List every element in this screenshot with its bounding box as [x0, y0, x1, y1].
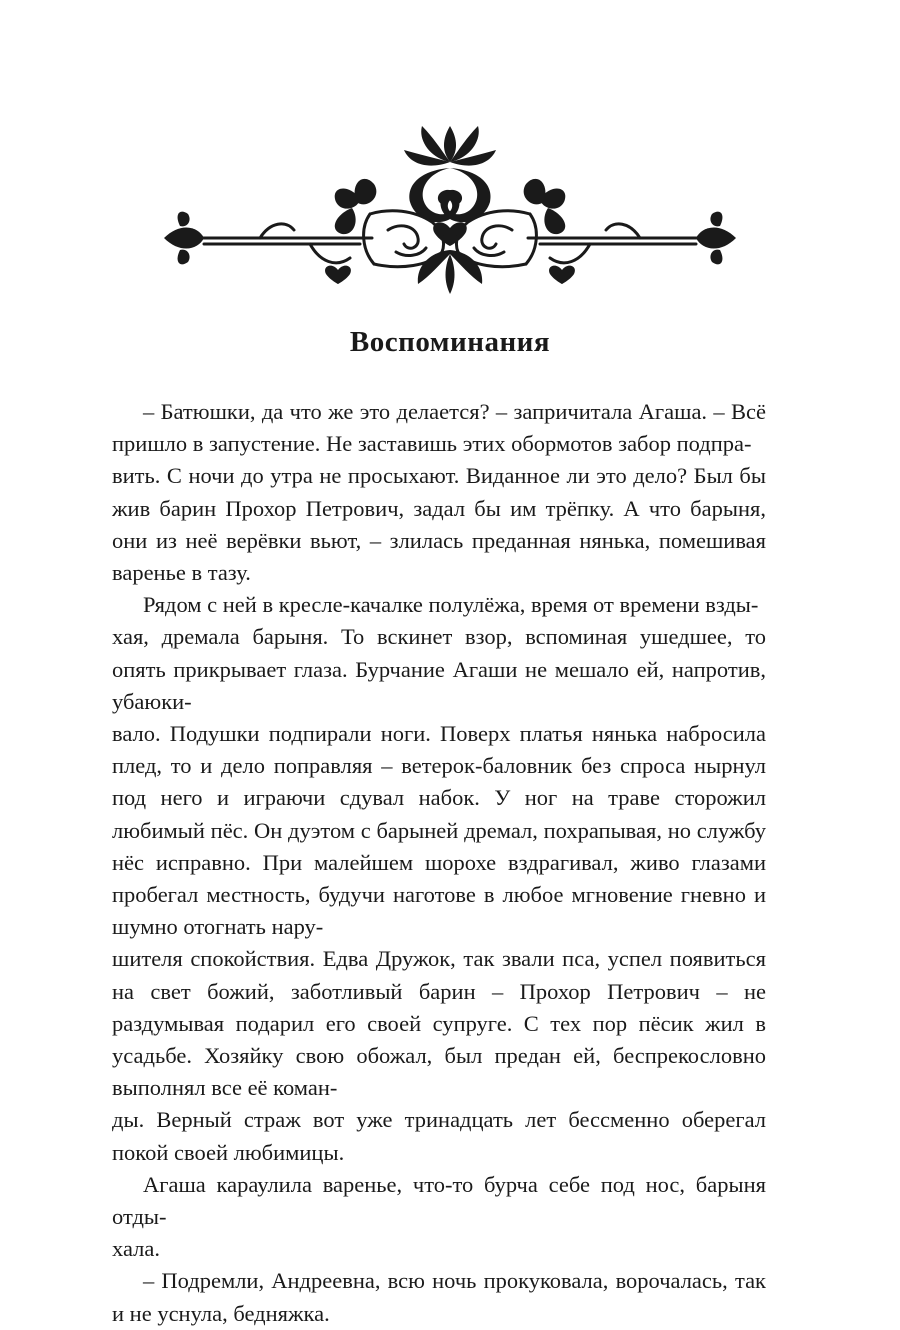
paragraph: Рядом с ней в кресле-качалке полулёжа, время от времени взды- хая, дремала барыня. То вскинет взор, вспоминая ушедшее, то опять прикрывает глаза. Бурчание Агаши не мешало ей, напротив, убаюки- вало. Подушки подпирали ноги. Поверх платья нянька набросила плед, то и дело поправляя – ветерок-баловник без спроса нырнул под него и играючи сдувал набок. У ног на траве сторожил любимый пёс. Он дуэтом с барыней дремал, похрапывая, но службу нёс исправно. При малейшем шорохе вздрагивал, живо глазами пробегал местность, будучи наготове в любое мгновение гневно и шумно отогнать нару- шителя спокойствия. Едва Дружок, так звали пса, успел появиться на свет божий, заботливый барин – Прохор Петрович – не раздумывая подарил его своей супруге. С тех пор пёсик жил в усадьбе. Хозяйку свою обожал, был предан ей, беспрекословно выполнял все её коман- ды. Верный страж вот уже тринадцать лет бессменно оберегал покой своей любимицы.: [112, 592, 766, 1165]
paragraph: – Батюшки, да что же это делается? – запричитала Агаша. – Всё пришло в запустение. Не заставишь этих обормотов забор подпра- вить. С ночи до утра не просыхают. Виданное ли это дело? Был бы жив барин Прохор Петрович, задал бы им трёпку. А что барыня, они из неё верёвки вьют, – злилась преданная нянька, помешивая варенье в тазу.: [112, 399, 766, 586]
paragraph: Агаша караулила варенье, что-то бурча себе под нос, барыня отды- хала.: [112, 1171, 766, 1262]
floral-ornament-icon: [160, 118, 740, 300]
paragraph: – Подремли, Андреевна, всю ночь прокуковала, ворочалась, так и не уснула, бедняжка.: [112, 1268, 766, 1326]
chapter-title: Воспоминания: [349, 326, 551, 358]
chapter-body: [112, 396, 766, 1330]
